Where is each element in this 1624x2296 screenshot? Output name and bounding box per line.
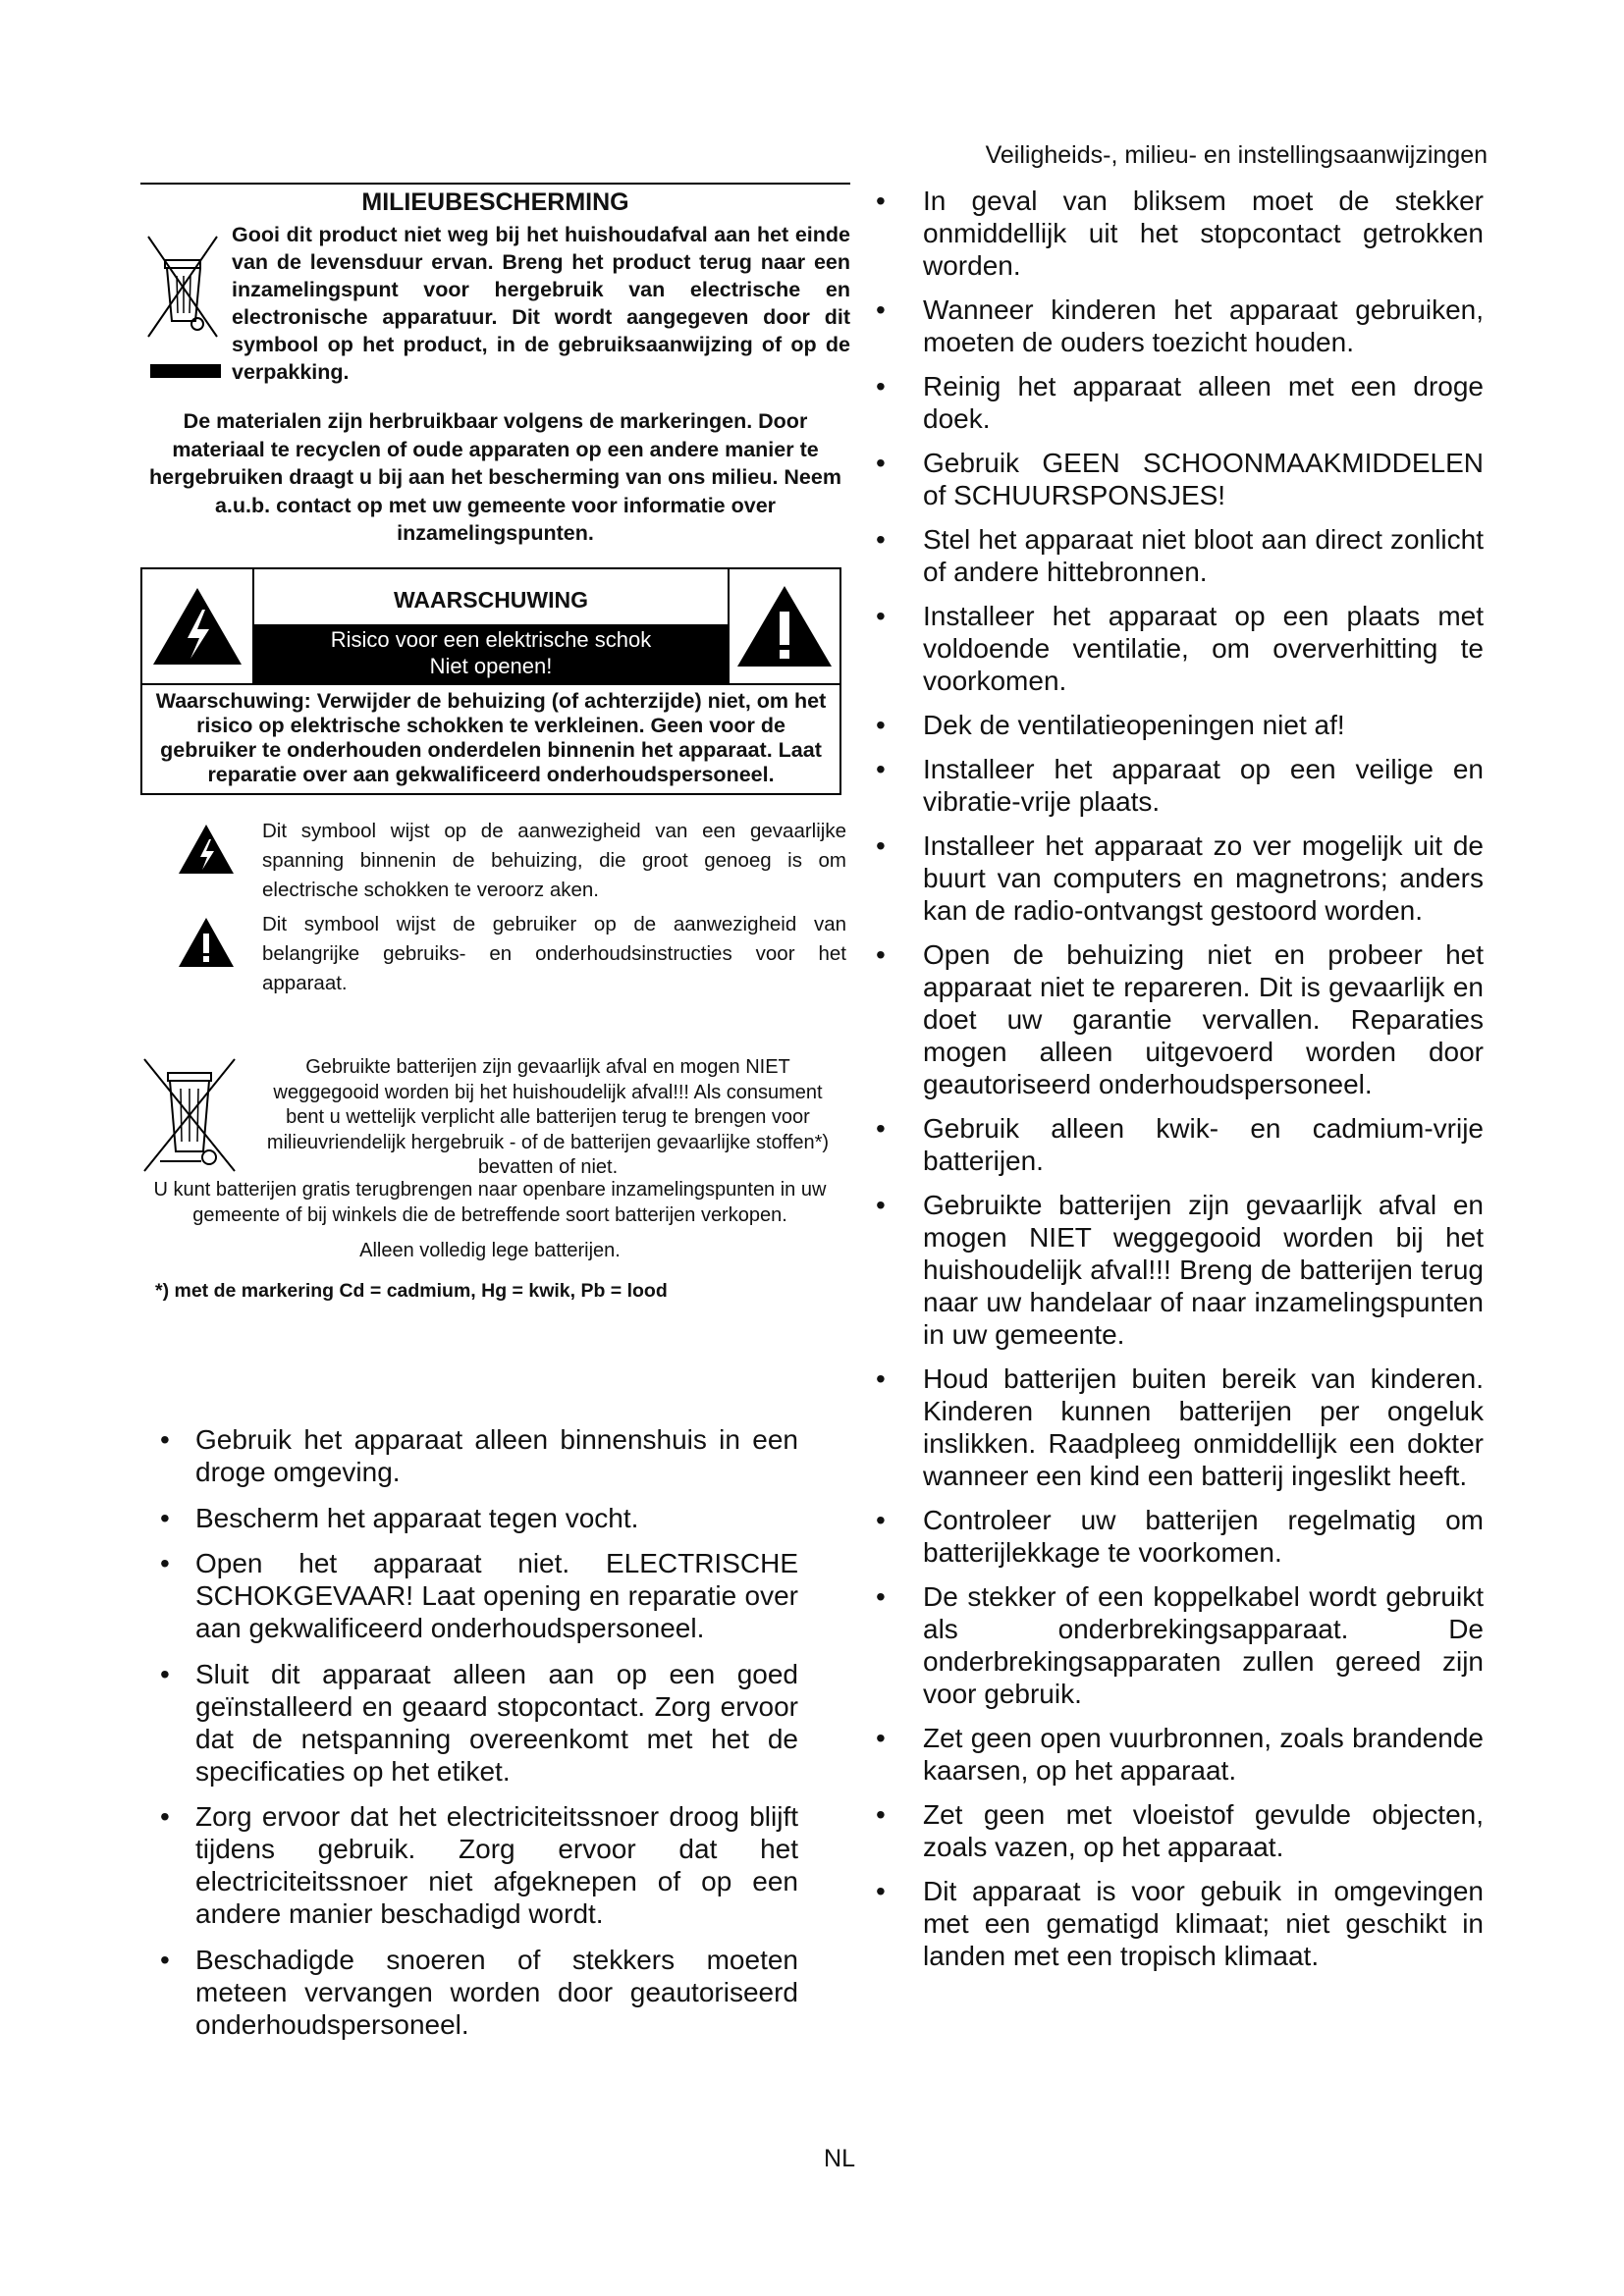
list-item: • Gebruik alleen kwik- en cadmium-vrije batterijen. — [870, 1112, 1484, 1177]
left-bullet-list — [160, 1423, 798, 2054]
list-item: • Gebruik het apparaat alleen binnenshuis in een droge omgeving. — [160, 1423, 798, 1488]
list-item: • Reinig het apparaat alleen met een droge doek. — [870, 370, 1484, 435]
list-item: • Sluit dit apparaat alleen aan op een goed geïnstalleerd en geaard stopcontact. Zorg ervoor dat de netspanning overeenkomt met het de specificaties op het etiket. — [160, 1658, 798, 1788]
list-item: • De stekker of een koppelkabel wordt gebruikt als onderbrekingsapparaat. De onderbrekingsapparaten zullen gereed zijn voor gebruik. — [870, 1580, 1484, 1710]
page-footer-language: NL — [824, 2145, 855, 2172]
milieu-body: Gooi dit product niet weg bij het huishoudafval aan het einde van de levensduur ervan. Breng het product terug naar een inzamelingspunt voor hergebruik van electrische en electronische apparatuur. Dit wordt aangegeven door dit symbool op het product, in de gebruiksaanwijzing of op de verpakking. — [232, 223, 850, 384]
shock-banner — [254, 624, 728, 683]
list-item: • Dek de ventilatieopeningen niet af! — [870, 709, 1484, 741]
list-item: • Zet geen met vloeistof gevulde objecten, zoals vazen, op het apparaat. — [870, 1798, 1484, 1863]
list-item: • Beschadigde snoeren of stekkers moeten meteen vervangen worden door geautoriseerd onderhoudspersoneel. — [160, 1944, 798, 2041]
running-header: Veiligheids-, milieu- en instellingsaanwijzingen — [985, 141, 1488, 169]
battery-footnote: *) met de markering Cd = cadmium, Hg = kwik, Pb = lood — [155, 1280, 668, 1302]
warning-box — [140, 567, 841, 795]
milieu-section — [140, 183, 850, 548]
exclamation-warning-icon — [730, 569, 839, 683]
battery-intro: Gebruikte batterijen zijn gevaarlijk afval en mogen NIET weggegooid worden bij het huishoudelijk afval!!! Als consument bent u wettelijk verplicht alle batterijen terug te brengen voor milieuvriendelijk hergebruik - of de batterijen gevaarlijke stoffen*) bevatten of niet. — [266, 1056, 830, 1178]
crossed-battery-bin-icon — [140, 1055, 239, 1178]
list-item: • Houd batterijen buiten bereik van kinderen. Kinderen kunnen batterijen per ongeluk inslikken. Raadpleeg onmiddellijk een dokter wanneer een kind een batterij ingeslikt heeft. — [870, 1362, 1484, 1492]
list-item: • Installeer het apparaat op een veilige en vibratie-vrije plaats. — [870, 753, 1484, 818]
lightning-warning-icon — [142, 569, 252, 683]
list-item: • Controleer uw batterijen regelmatig om batterijlekkage te voorkomen. — [870, 1504, 1484, 1569]
list-item: • Gebruikte batterijen zijn gevaarlijk afval en mogen NIET weggegooid worden bij het huishoudelijk afval!!! Breng de batterijen terug naar uw handelaar of naar inzamelingspunten in uw gemeente. — [870, 1189, 1484, 1351]
list-item: • Gebruik GEEN SCHOONMAAKMIDDELEN of SCHUURSPONSJES! — [870, 447, 1484, 511]
battery-return-text: U kunt batterijen gratis terugbrengen naar openbare inzamelingspunten in uw gemeente of bij winkels die de betreffende soort batterijen verkopen. — [153, 1179, 827, 1226]
battery-section — [140, 1055, 839, 1303]
list-item: • Installeer het apparaat zo ver mogelijk uit de buurt van computers en magnetrons; anders kan de radio-ontvangst gestoord worden. — [870, 829, 1484, 927]
list-item: • Open het apparaat niet. ELECTRISCHE SCHOKGEVAAR! Laat opening en reparatie over aan gekwalificeerd onderhoudspersoneel. — [160, 1547, 798, 1644]
milieu-materials: De materialen zijn herbruikbaar volgens de markeringen. Door materiaal te recyclen of oude apparaten op een andere manier te hergebruiken draagt u bij aan het bescherming van ons milieu. Neem a.u.b. contact op met uw gemeente voor informatie over inzamelingspunten. — [149, 409, 841, 545]
list-item: • Stel het apparaat niet bloot aan direct zonlicht of andere hittebronnen. — [870, 523, 1484, 588]
list-item: • Zet geen open vuurbronnen, zoals brandende kaarsen, op het apparaat. — [870, 1722, 1484, 1787]
list-item: • In geval van bliksem moet de stekker onmiddellijk uit het stopcontact getrokken worden. — [870, 185, 1484, 282]
list-item: • Bescherm het apparaat tegen vocht. — [160, 1502, 798, 1534]
lightning-symbol-icon — [149, 817, 262, 905]
milieu-title: MILIEUBESCHERMING — [140, 183, 850, 217]
battery-empty-only: Alleen volledig lege batterijen. — [359, 1240, 621, 1261]
warning-text: Waarschuwing: Verwijder de behuizing (of achterzijde) niet, om het risico op elektrische schokken te verkleinen. Geen voor de gebruiker te onderhouden onderdelen binnenin het apparaat. Laat reparatie over aan gekwalificeerd onderhoudspersoneel. — [155, 689, 827, 786]
shock-line-2: Niet openen! — [429, 654, 553, 678]
symbol-exclamation-row — [149, 910, 846, 998]
crossed-bin-icon — [140, 227, 224, 345]
list-item: • Installeer het apparaat op een plaats met voldoende ventilatie, om oververhitting te voorkomen. — [870, 600, 1484, 697]
exclamation-symbol-icon — [149, 910, 262, 998]
black-bar-marker — [150, 364, 221, 378]
symbol-lightning-row — [149, 817, 846, 905]
list-item: • Zorg ervoor dat het electriciteitssnoer droog blijft tijdens gebruik. Zorg ervoor dat het electriciteitssnoer niet afgeknepen of op een andere manier beschadigd wordt. — [160, 1800, 798, 1930]
symbol-exclamation-text: Dit symbool wijst de gebruiker op de aanwezigheid van belangrijke gebruiks- en onderhoudsinstructies voor het apparaat. — [262, 913, 846, 994]
right-bullet-list — [870, 185, 1484, 1984]
symbol-lightning-text: Dit symbool wijst op de aanwezigheid van een gevaarlijke spanning binnenin de behuizing, die groot genoeg is om electrische schokken te veroorz aken. — [262, 820, 846, 901]
list-item: • Dit apparaat is voor gebuik in omgevingen met een gematigd klimaat; niet geschikt in landen met een tropisch klimaat. — [870, 1875, 1484, 1972]
shock-line-1: Risico voor een elektrische schok — [330, 627, 652, 652]
warning-title: WAARSCHUWING — [393, 587, 589, 613]
list-item: • Wanneer kinderen het apparaat gebruiken, moeten de ouders toezicht houden. — [870, 294, 1484, 358]
list-item: • Open de behuizing niet en probeer het apparaat niet te repareren. Dit is gevaarlijk en doet uw garantie vervallen. Reparaties mogen alleen uitgevoerd worden door geautoriseerd onderhoudspersoneel. — [870, 938, 1484, 1100]
